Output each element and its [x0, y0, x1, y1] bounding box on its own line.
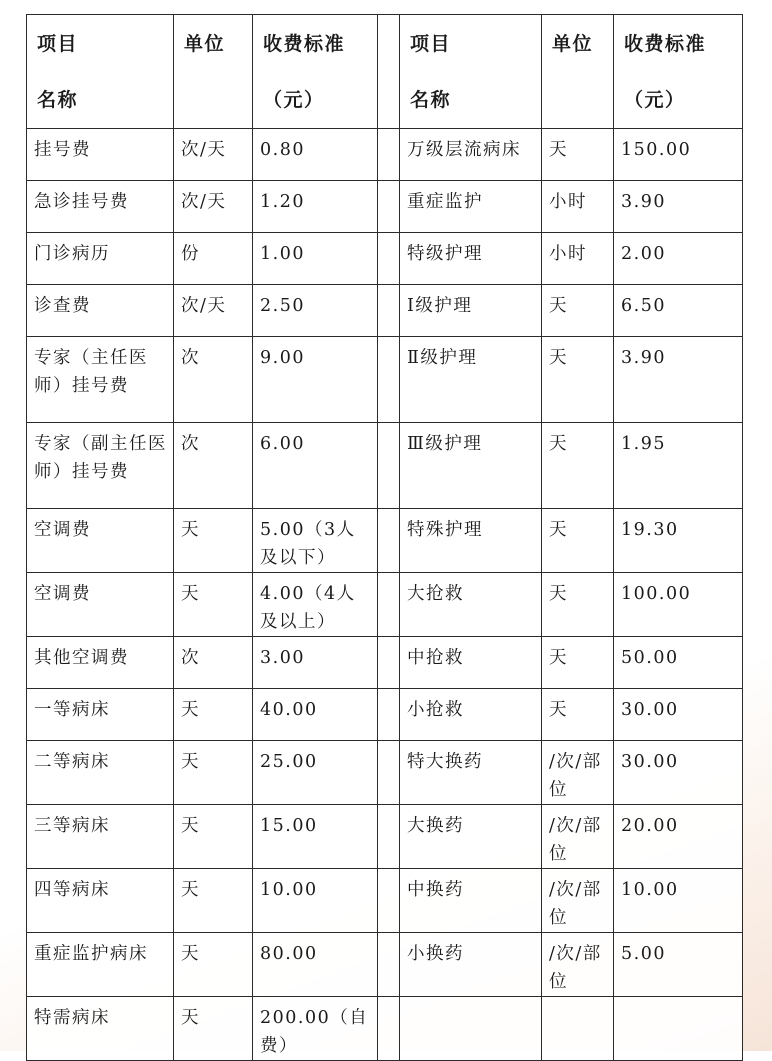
item-name-cell: 重症监护病床 [27, 933, 174, 997]
price-cell: 5.00（3人及以下） [253, 509, 378, 573]
table-row [27, 285, 743, 337]
unit-cell: 天 [542, 509, 614, 573]
item-name-cell: 挂号费 [27, 129, 174, 181]
price-cell: 80.00 [253, 933, 378, 997]
unit-cell: 天 [542, 423, 614, 509]
unit-cell: /次/部位 [542, 805, 614, 869]
unit-cell: 天 [174, 573, 253, 637]
unit-cell: 次 [174, 637, 253, 689]
item-name-cell: 门诊病历 [27, 233, 174, 285]
item-name-cell: 特殊护理 [400, 509, 542, 573]
price-cell: 3.90 [614, 337, 743, 423]
unit-cell: 份 [174, 233, 253, 285]
column-gap [378, 509, 400, 573]
header-row [27, 15, 743, 129]
unit-cell: 天 [542, 285, 614, 337]
price-cell: 200.00（自费） [253, 997, 378, 1061]
item-name-cell: 中换药 [400, 869, 542, 933]
table-row [27, 129, 743, 181]
price-cell: 100.00 [614, 573, 743, 637]
unit-cell: 天 [174, 741, 253, 805]
column-gap [378, 933, 400, 997]
table-row [27, 741, 743, 805]
item-name-cell: 小抢救 [400, 689, 542, 741]
item-name-cell: 小换药 [400, 933, 542, 997]
price-cell: 10.00 [253, 869, 378, 933]
item-name-cell: 一等病床 [27, 689, 174, 741]
header-item-name-right: 项目 名称 [400, 15, 542, 129]
unit-cell: 天 [174, 689, 253, 741]
unit-cell: 天 [174, 933, 253, 997]
item-name-cell: 空调费 [27, 573, 174, 637]
item-name-cell: Ⅱ级护理 [400, 337, 542, 423]
unit-cell: 小时 [542, 233, 614, 285]
table-row [27, 573, 743, 637]
price-cell: 0.80 [253, 129, 378, 181]
unit-cell: 天 [174, 997, 253, 1061]
price-cell: 30.00 [614, 741, 743, 805]
price-cell: 10.00 [614, 869, 743, 933]
header-unit-left: 单位 [174, 15, 253, 129]
price-cell: 1.00 [253, 233, 378, 285]
item-name-cell: 诊查费 [27, 285, 174, 337]
item-name-cell: 专家（主任医师）挂号费 [27, 337, 174, 423]
price-cell: 1.95 [614, 423, 743, 509]
unit-cell: 次/天 [174, 129, 253, 181]
item-name-cell: 重症监护 [400, 181, 542, 233]
unit-cell: 天 [542, 637, 614, 689]
column-gap [378, 637, 400, 689]
table-row [27, 509, 743, 573]
table-row [27, 233, 743, 285]
table-row [27, 805, 743, 869]
header-item-name-left: 项目 名称 [27, 15, 174, 129]
fee-rows [27, 129, 743, 1061]
column-gap [378, 337, 400, 423]
table-row [27, 689, 743, 741]
price-cell: 4.00（4人及以上） [253, 573, 378, 637]
column-gap [378, 181, 400, 233]
header-price-left: 收费标准 （元） [253, 15, 378, 129]
unit-cell: 天 [174, 805, 253, 869]
price-cell: 2.50 [253, 285, 378, 337]
unit-cell: 天 [542, 129, 614, 181]
unit-cell: /次/部位 [542, 869, 614, 933]
column-gap [378, 805, 400, 869]
column-gap [378, 285, 400, 337]
item-name-cell: 其他空调费 [27, 637, 174, 689]
price-cell: 5.00 [614, 933, 743, 997]
fee-schedule-table [26, 14, 743, 1061]
unit-cell: 天 [542, 337, 614, 423]
price-cell: 6.00 [253, 423, 378, 509]
unit-cell: 天 [174, 869, 253, 933]
unit-cell: 次 [174, 337, 253, 423]
item-name-cell: 特级护理 [400, 233, 542, 285]
item-name-cell: 三等病床 [27, 805, 174, 869]
item-name-cell: 特大换药 [400, 741, 542, 805]
price-cell: 40.00 [253, 689, 378, 741]
column-gap [378, 15, 400, 129]
column-gap [378, 869, 400, 933]
item-name-cell: Ⅲ级护理 [400, 423, 542, 509]
unit-cell: /次/部位 [542, 933, 614, 997]
table-row [27, 423, 743, 509]
unit-cell: 小时 [542, 181, 614, 233]
unit-cell: 天 [174, 509, 253, 573]
item-name-cell: 二等病床 [27, 741, 174, 805]
item-name-cell: 四等病床 [27, 869, 174, 933]
column-gap [378, 573, 400, 637]
price-cell: 150.00 [614, 129, 743, 181]
unit-cell: 天 [542, 689, 614, 741]
price-cell: 30.00 [614, 689, 743, 741]
table-row [27, 933, 743, 997]
column-gap [378, 129, 400, 181]
unit-cell: 次/天 [174, 285, 253, 337]
item-name-cell: 大抢救 [400, 573, 542, 637]
table-row [27, 637, 743, 689]
unit-cell: 次 [174, 423, 253, 509]
price-cell: 19.30 [614, 509, 743, 573]
unit-cell: 天 [542, 573, 614, 637]
column-gap [378, 689, 400, 741]
header-unit-right: 单位 [542, 15, 614, 129]
price-cell: 3.00 [253, 637, 378, 689]
item-name-cell: 万级层流病床 [400, 129, 542, 181]
item-name-cell: 大换药 [400, 805, 542, 869]
price-cell: 3.90 [614, 181, 743, 233]
item-name-cell: 中抢救 [400, 637, 542, 689]
item-name-cell: 特需病床 [27, 997, 174, 1061]
price-cell: 15.00 [253, 805, 378, 869]
unit-cell: 次/天 [174, 181, 253, 233]
table-row [27, 869, 743, 933]
price-cell: 9.00 [253, 337, 378, 423]
column-gap [378, 741, 400, 805]
item-name-cell: Ⅰ级护理 [400, 285, 542, 337]
price-cell: 25.00 [253, 741, 378, 805]
price-cell: 2.00 [614, 233, 743, 285]
price-cell: 50.00 [614, 637, 743, 689]
unit-cell: /次/部位 [542, 741, 614, 805]
price-cell: 6.50 [614, 285, 743, 337]
column-gap [378, 423, 400, 509]
price-cell: 1.20 [253, 181, 378, 233]
column-gap [378, 233, 400, 285]
price-cell: 20.00 [614, 805, 743, 869]
header-price-right: 收费标准 （元） [614, 15, 743, 129]
table-row [27, 181, 743, 233]
table-row [27, 337, 743, 423]
item-name-cell: 空调费 [27, 509, 174, 573]
item-name-cell: 急诊挂号费 [27, 181, 174, 233]
item-name-cell: 专家（副主任医师）挂号费 [27, 423, 174, 509]
